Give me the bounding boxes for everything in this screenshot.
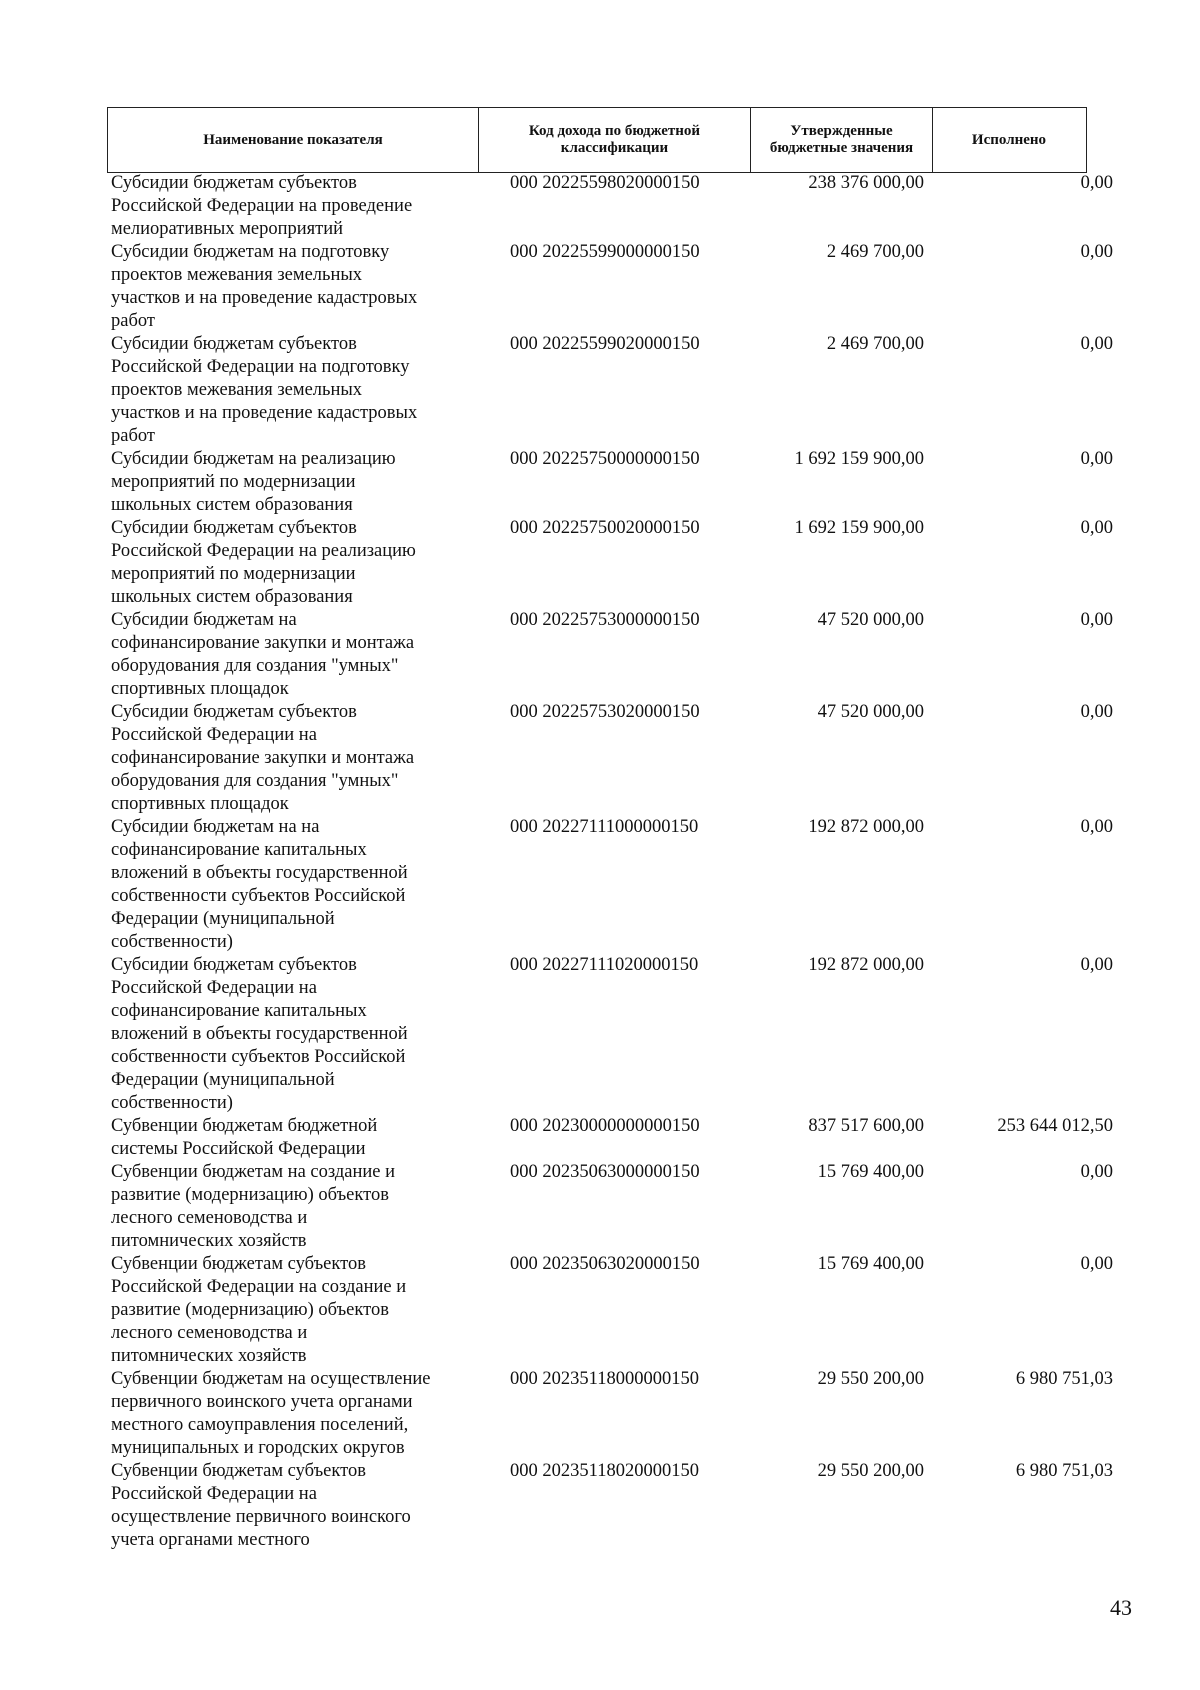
- row-name-line: Субсидии бюджетам субъектов: [111, 955, 357, 975]
- row-approved: 192 872 000,00: [808, 817, 924, 837]
- row-name-line: Субсидии бюджетам на: [111, 610, 297, 630]
- row-name-line: софинансирование закупки и монтажа: [111, 633, 415, 653]
- row-done: 0,00: [1080, 173, 1113, 193]
- row-name-line: софинансирование капитальных: [111, 840, 367, 860]
- row-name: [111, 517, 481, 609]
- table-row: [111, 241, 1111, 333]
- row-approved: 47 520 000,00: [817, 702, 924, 722]
- row-done: 6 980 751,03: [1015, 1369, 1113, 1389]
- row-name: [111, 954, 481, 1115]
- row-name-line: местного самоуправления поселений,: [111, 1415, 409, 1435]
- row-name: [111, 701, 481, 816]
- row-name: [111, 1115, 481, 1161]
- row-code: 000 20225750020000150: [510, 518, 700, 538]
- row-name: [111, 448, 481, 517]
- row-name: [111, 333, 481, 448]
- row-name-line: Российской Федерации на: [111, 1484, 317, 1504]
- row-code: 000 20225599000000150: [510, 242, 700, 262]
- row-name-line: развитие (модернизацию) объектов: [111, 1185, 389, 1205]
- row-code: 000 20235118000000150: [510, 1369, 699, 1389]
- row-name-line: Субсидии бюджетам на подготовку: [111, 242, 390, 262]
- table-row: [111, 701, 1111, 816]
- table-row: [111, 954, 1111, 1115]
- row-done: 0,00: [1080, 702, 1113, 722]
- row-name-line: Субвенции бюджетам субъектов: [111, 1461, 366, 1481]
- row-name: [111, 1161, 481, 1253]
- row-done: 0,00: [1080, 817, 1113, 837]
- row-name-line: муниципальных и городских округов: [111, 1438, 405, 1458]
- row-name-line: Субсидии бюджетам на реализацию: [111, 449, 396, 469]
- row-name: [111, 816, 481, 954]
- row-name-line: Субвенции бюджетам бюджетной: [111, 1116, 378, 1136]
- row-name-line: учета органами местного: [111, 1530, 310, 1550]
- row-name-line: собственности субъектов Российской: [111, 886, 406, 906]
- row-done: 0,00: [1080, 1254, 1113, 1274]
- table-row: [111, 1253, 1111, 1368]
- row-name-line: оборудования для создания "умных": [111, 771, 399, 791]
- header-approved: Утвержденные бюджетные значения: [751, 108, 933, 172]
- table-header: [107, 107, 1087, 173]
- row-name-line: собственности): [111, 932, 233, 952]
- row-name: [111, 1253, 481, 1368]
- row-name-line: спортивных площадок: [111, 794, 289, 814]
- row-code: 000 20235063020000150: [510, 1254, 700, 1274]
- row-name-line: мелиоративных мероприятий: [111, 219, 344, 239]
- table-row: [111, 609, 1111, 701]
- row-name-line: Субсидии бюджетам на на: [111, 817, 320, 837]
- row-approved: 15 769 400,00: [817, 1162, 924, 1182]
- row-approved: 29 550 200,00: [817, 1461, 924, 1481]
- row-name-line: работ: [111, 426, 155, 446]
- row-name-line: оборудования для создания "умных": [111, 656, 399, 676]
- row-name-line: работ: [111, 311, 155, 331]
- row-done: 253 644 012,50: [997, 1116, 1113, 1136]
- row-approved: 2 469 700,00: [826, 242, 924, 262]
- row-done: 6 980 751,03: [1015, 1461, 1113, 1481]
- row-name-line: Субсидии бюджетам субъектов: [111, 334, 357, 354]
- header-name: Наименование показателя: [108, 108, 479, 172]
- row-name-line: Субвенции бюджетам на создание и: [111, 1162, 396, 1182]
- row-name-line: участков и на проведение кадастровых: [111, 288, 418, 308]
- row-name-line: участков и на проведение кадастровых: [111, 403, 418, 423]
- row-done: 0,00: [1080, 610, 1113, 630]
- row-name-line: Федерации (муниципальной: [111, 1070, 335, 1090]
- row-name-line: проектов межевания земельных: [111, 380, 363, 400]
- row-code: 000 20225753020000150: [510, 702, 700, 722]
- row-name-line: вложений в объекты государственной: [111, 1024, 408, 1044]
- row-name-line: Российской Федерации на реализацию: [111, 541, 416, 561]
- row-name-line: вложений в объекты государственной: [111, 863, 408, 883]
- table-row: [111, 517, 1111, 609]
- row-name-line: лесного семеноводства и: [111, 1208, 308, 1228]
- table-row: [111, 333, 1111, 448]
- row-name: [111, 1368, 481, 1460]
- row-name: [111, 1460, 481, 1552]
- page-number: 43: [1110, 1595, 1132, 1620]
- header-code: Код дохода по бюджетной классификации: [479, 108, 751, 172]
- row-name-line: собственности субъектов Российской: [111, 1047, 406, 1067]
- row-approved: 1 692 159 900,00: [794, 449, 924, 469]
- row-name-line: собственности): [111, 1093, 233, 1113]
- row-code: 000 20225750000000150: [510, 449, 700, 469]
- row-name-line: Российской Федерации на: [111, 725, 317, 745]
- row-name-line: Федерации (муниципальной: [111, 909, 335, 929]
- row-name-line: софинансирование капитальных: [111, 1001, 367, 1021]
- row-name-line: мероприятий по модернизации: [111, 472, 356, 492]
- table-row: [111, 172, 1111, 241]
- row-name-line: Субвенции бюджетам субъектов: [111, 1254, 366, 1274]
- row-done: 0,00: [1080, 955, 1113, 975]
- row-approved: 47 520 000,00: [817, 610, 924, 630]
- row-done: 0,00: [1080, 1162, 1113, 1182]
- table-row: [111, 816, 1111, 954]
- row-code: 000 20235118020000150: [510, 1461, 699, 1481]
- row-approved: 837 517 600,00: [808, 1116, 924, 1136]
- row-name-line: мероприятий по модернизации: [111, 564, 356, 584]
- row-name-line: Российской Федерации на создание и: [111, 1277, 407, 1297]
- row-code: 000 20225599020000150: [510, 334, 700, 354]
- table-body: [111, 172, 1111, 1552]
- table-row: [111, 1460, 1111, 1552]
- row-name-line: питомнических хозяйств: [111, 1231, 307, 1251]
- row-name-line: Субсидии бюджетам субъектов: [111, 518, 357, 538]
- row-approved: 2 469 700,00: [826, 334, 924, 354]
- row-name-line: питомнических хозяйств: [111, 1346, 307, 1366]
- row-name: [111, 609, 481, 701]
- row-approved: 1 692 159 900,00: [794, 518, 924, 538]
- row-name-line: лесного семеноводства и: [111, 1323, 308, 1343]
- table-row: [111, 1161, 1111, 1253]
- row-name-line: Российской Федерации на подготовку: [111, 357, 410, 377]
- row-done: 0,00: [1080, 449, 1113, 469]
- row-code: 000 20225598020000150: [510, 173, 700, 193]
- row-done: 0,00: [1080, 242, 1113, 262]
- row-code: 000 20235063000000150: [510, 1162, 700, 1182]
- header-done: Исполнено: [971, 131, 1047, 148]
- row-name-line: школьных систем образования: [111, 587, 353, 607]
- row-code: 000 20227111020000150: [510, 955, 699, 975]
- row-approved: 15 769 400,00: [817, 1254, 924, 1274]
- row-approved: 238 376 000,00: [808, 173, 924, 193]
- row-code: 000 20230000000000150: [510, 1116, 700, 1136]
- row-name: [111, 172, 481, 241]
- row-name-line: Российской Федерации на проведение: [111, 196, 413, 216]
- row-name-line: Субсидии бюджетам субъектов: [111, 173, 357, 193]
- row-done: 0,00: [1080, 334, 1113, 354]
- row-name-line: спортивных площадок: [111, 679, 289, 699]
- row-name-line: школьных систем образования: [111, 495, 353, 515]
- row-name-line: осуществление первичного воинского: [111, 1507, 411, 1527]
- row-name-line: развитие (модернизацию) объектов: [111, 1300, 389, 1320]
- row-code: 000 20225753000000150: [510, 610, 700, 630]
- row-name-line: Субвенции бюджетам на осуществление: [111, 1369, 431, 1389]
- row-name: [111, 241, 481, 333]
- row-approved: 192 872 000,00: [808, 955, 924, 975]
- row-name-line: проектов межевания земельных: [111, 265, 363, 285]
- row-approved: 29 550 200,00: [817, 1369, 924, 1389]
- table-row: [111, 1368, 1111, 1460]
- row-name-line: софинансирование закупки и монтажа: [111, 748, 415, 768]
- row-done: 0,00: [1080, 518, 1113, 538]
- row-name-line: первичного воинского учета органами: [111, 1392, 413, 1412]
- row-code: 000 20227111000000150: [510, 817, 699, 837]
- row-name-line: Российской Федерации на: [111, 978, 317, 998]
- table-row: [111, 1115, 1111, 1161]
- row-name-line: системы Российской Федерации: [111, 1139, 366, 1159]
- table-row: [111, 448, 1111, 517]
- row-name-line: Субсидии бюджетам субъектов: [111, 702, 357, 722]
